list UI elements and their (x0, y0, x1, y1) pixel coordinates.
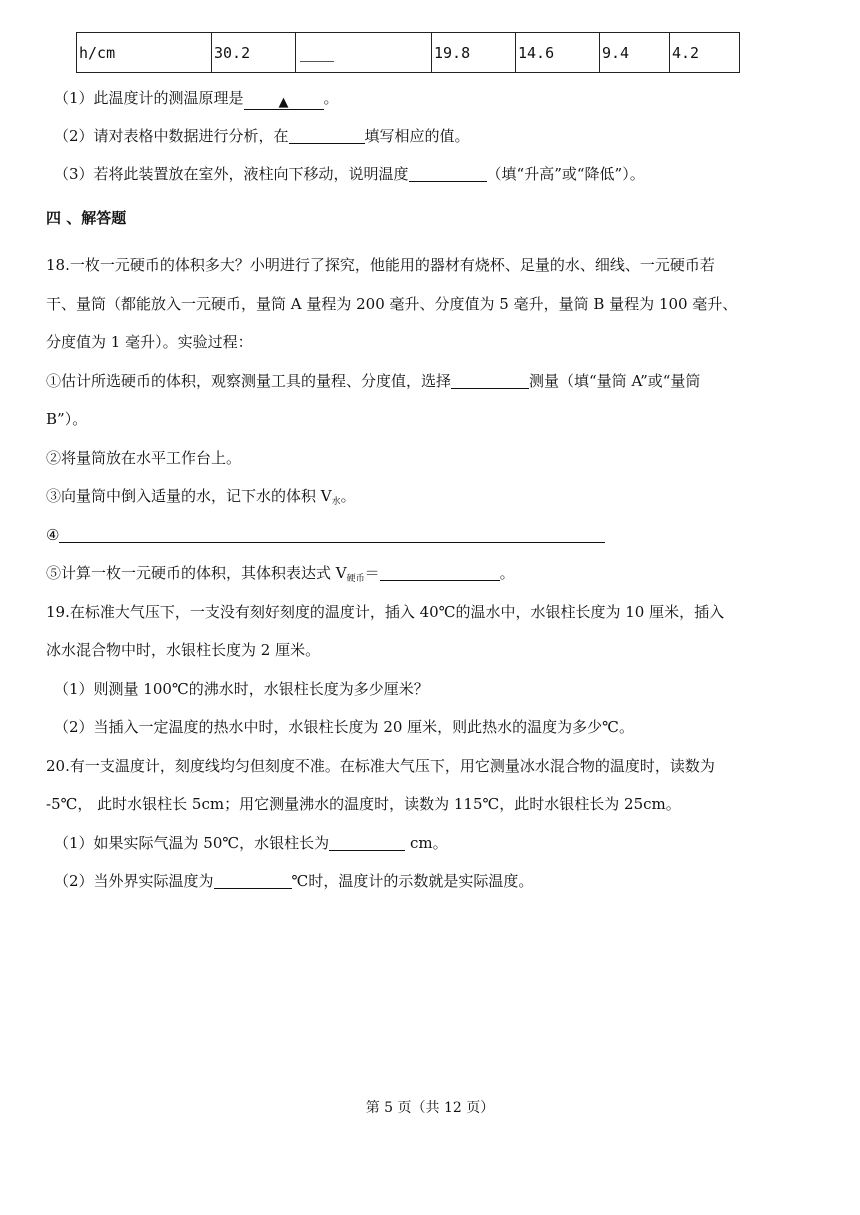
data-table (76, 32, 740, 73)
table-cell: 9.4 (600, 33, 670, 73)
section-heading: 四 、解答题 (46, 209, 127, 227)
table-cell: 30.2 (212, 33, 296, 73)
q18-step5: ⑤计算一枚一元硬币的体积，其体积表达式 $V_{硬币}=$ 。 (46, 564, 515, 584)
q18-line: 18.一枚一元硬币的体积多大？小明进行了探究，他能用的器材有烧杯、足量的水、细线、一元硬币若 (46, 256, 715, 274)
q18-step1-cont: B”）。 (46, 410, 88, 428)
q20-part2: （2）当外界实际温度为 ℃时，温度计的示数就是实际温度。 (54, 872, 534, 890)
table-cell-blank (296, 33, 432, 73)
table-cell: 19.8 (432, 33, 516, 73)
triangle-mark: ▲ (278, 95, 289, 110)
q19-part2: （2）当插入一定温度的热水中时，水银柱长度为 20 厘米，则此热水的温度为多少℃。 (54, 718, 634, 736)
answer-blank (329, 834, 405, 851)
table-cell: 4.2 (670, 33, 740, 73)
q17-part3: （3）若将此装置放在室外，液柱向下移动，说明温度 （填“升高”或“降低”）。 (54, 165, 645, 183)
q18-step1: ①估计所选硬币的体积，观察测量工具的量程、分度值，选择 测量（填“量筒 A”或“量筒 (46, 372, 701, 390)
table-cell: h/cm (77, 33, 212, 73)
blank-line (300, 47, 334, 62)
table-row (77, 33, 740, 73)
q17-part1: （1）此温度计的测温原理是 ▲ 。 (54, 89, 339, 110)
q20-part1: （1）如果实际气温为 50℃，水银柱长为 cm。 (54, 834, 448, 852)
answer-blank (380, 564, 500, 581)
q20-line: 20.有一支温度计，刻度线均匀但刻度不准。在标准大气压下，用它测量冰水混合物的温度时，读数为 (46, 757, 715, 775)
q19-line: 19.在标准大气压下，一支没有刻好刻度的温度计，插入 40℃的温水中，水银柱长度为 10 厘米，插入 (46, 603, 725, 621)
answer-blank (244, 91, 324, 110)
answer-blank (451, 372, 529, 389)
q18-line: 干、量筒（都能放入一元硬币，量筒 A 量程为 200 毫升、分度值为 5 毫升，量筒 B 量程为 100 毫升、 (46, 295, 738, 313)
answer-blank (409, 165, 487, 182)
answer-blank (214, 872, 292, 889)
q19-part1: （1）则测量 100℃的沸水时，水银柱长度为多少厘米？ (54, 680, 429, 698)
q17-part2: （2）请对表格中数据进行分析，在 填写相应的值。 (54, 127, 470, 145)
table-cell: 14.6 (516, 33, 600, 73)
q18-line: 分度值为 1 毫升）。实验过程： (46, 333, 253, 351)
q18-step2: ②将量筒放在水平工作台上。 (46, 449, 242, 467)
answer-blank (59, 526, 605, 543)
q18-step3: ③向量筒中倒入适量的水，记下水的体积 $V_水$。 (46, 487, 356, 507)
answer-blank (289, 127, 365, 144)
page-footer: 第 5 页（共 12 页） (365, 1100, 495, 1116)
q18-step4: ④ (46, 525, 605, 545)
q19-line: 冰水混合物中时，水银柱长度为 2 厘米。 (46, 641, 321, 659)
q20-line: -5℃， 此时水银柱长 5cm；用它测量沸水的温度时，读数为 115℃，此时水银柱长为 25cm。 (46, 795, 681, 813)
